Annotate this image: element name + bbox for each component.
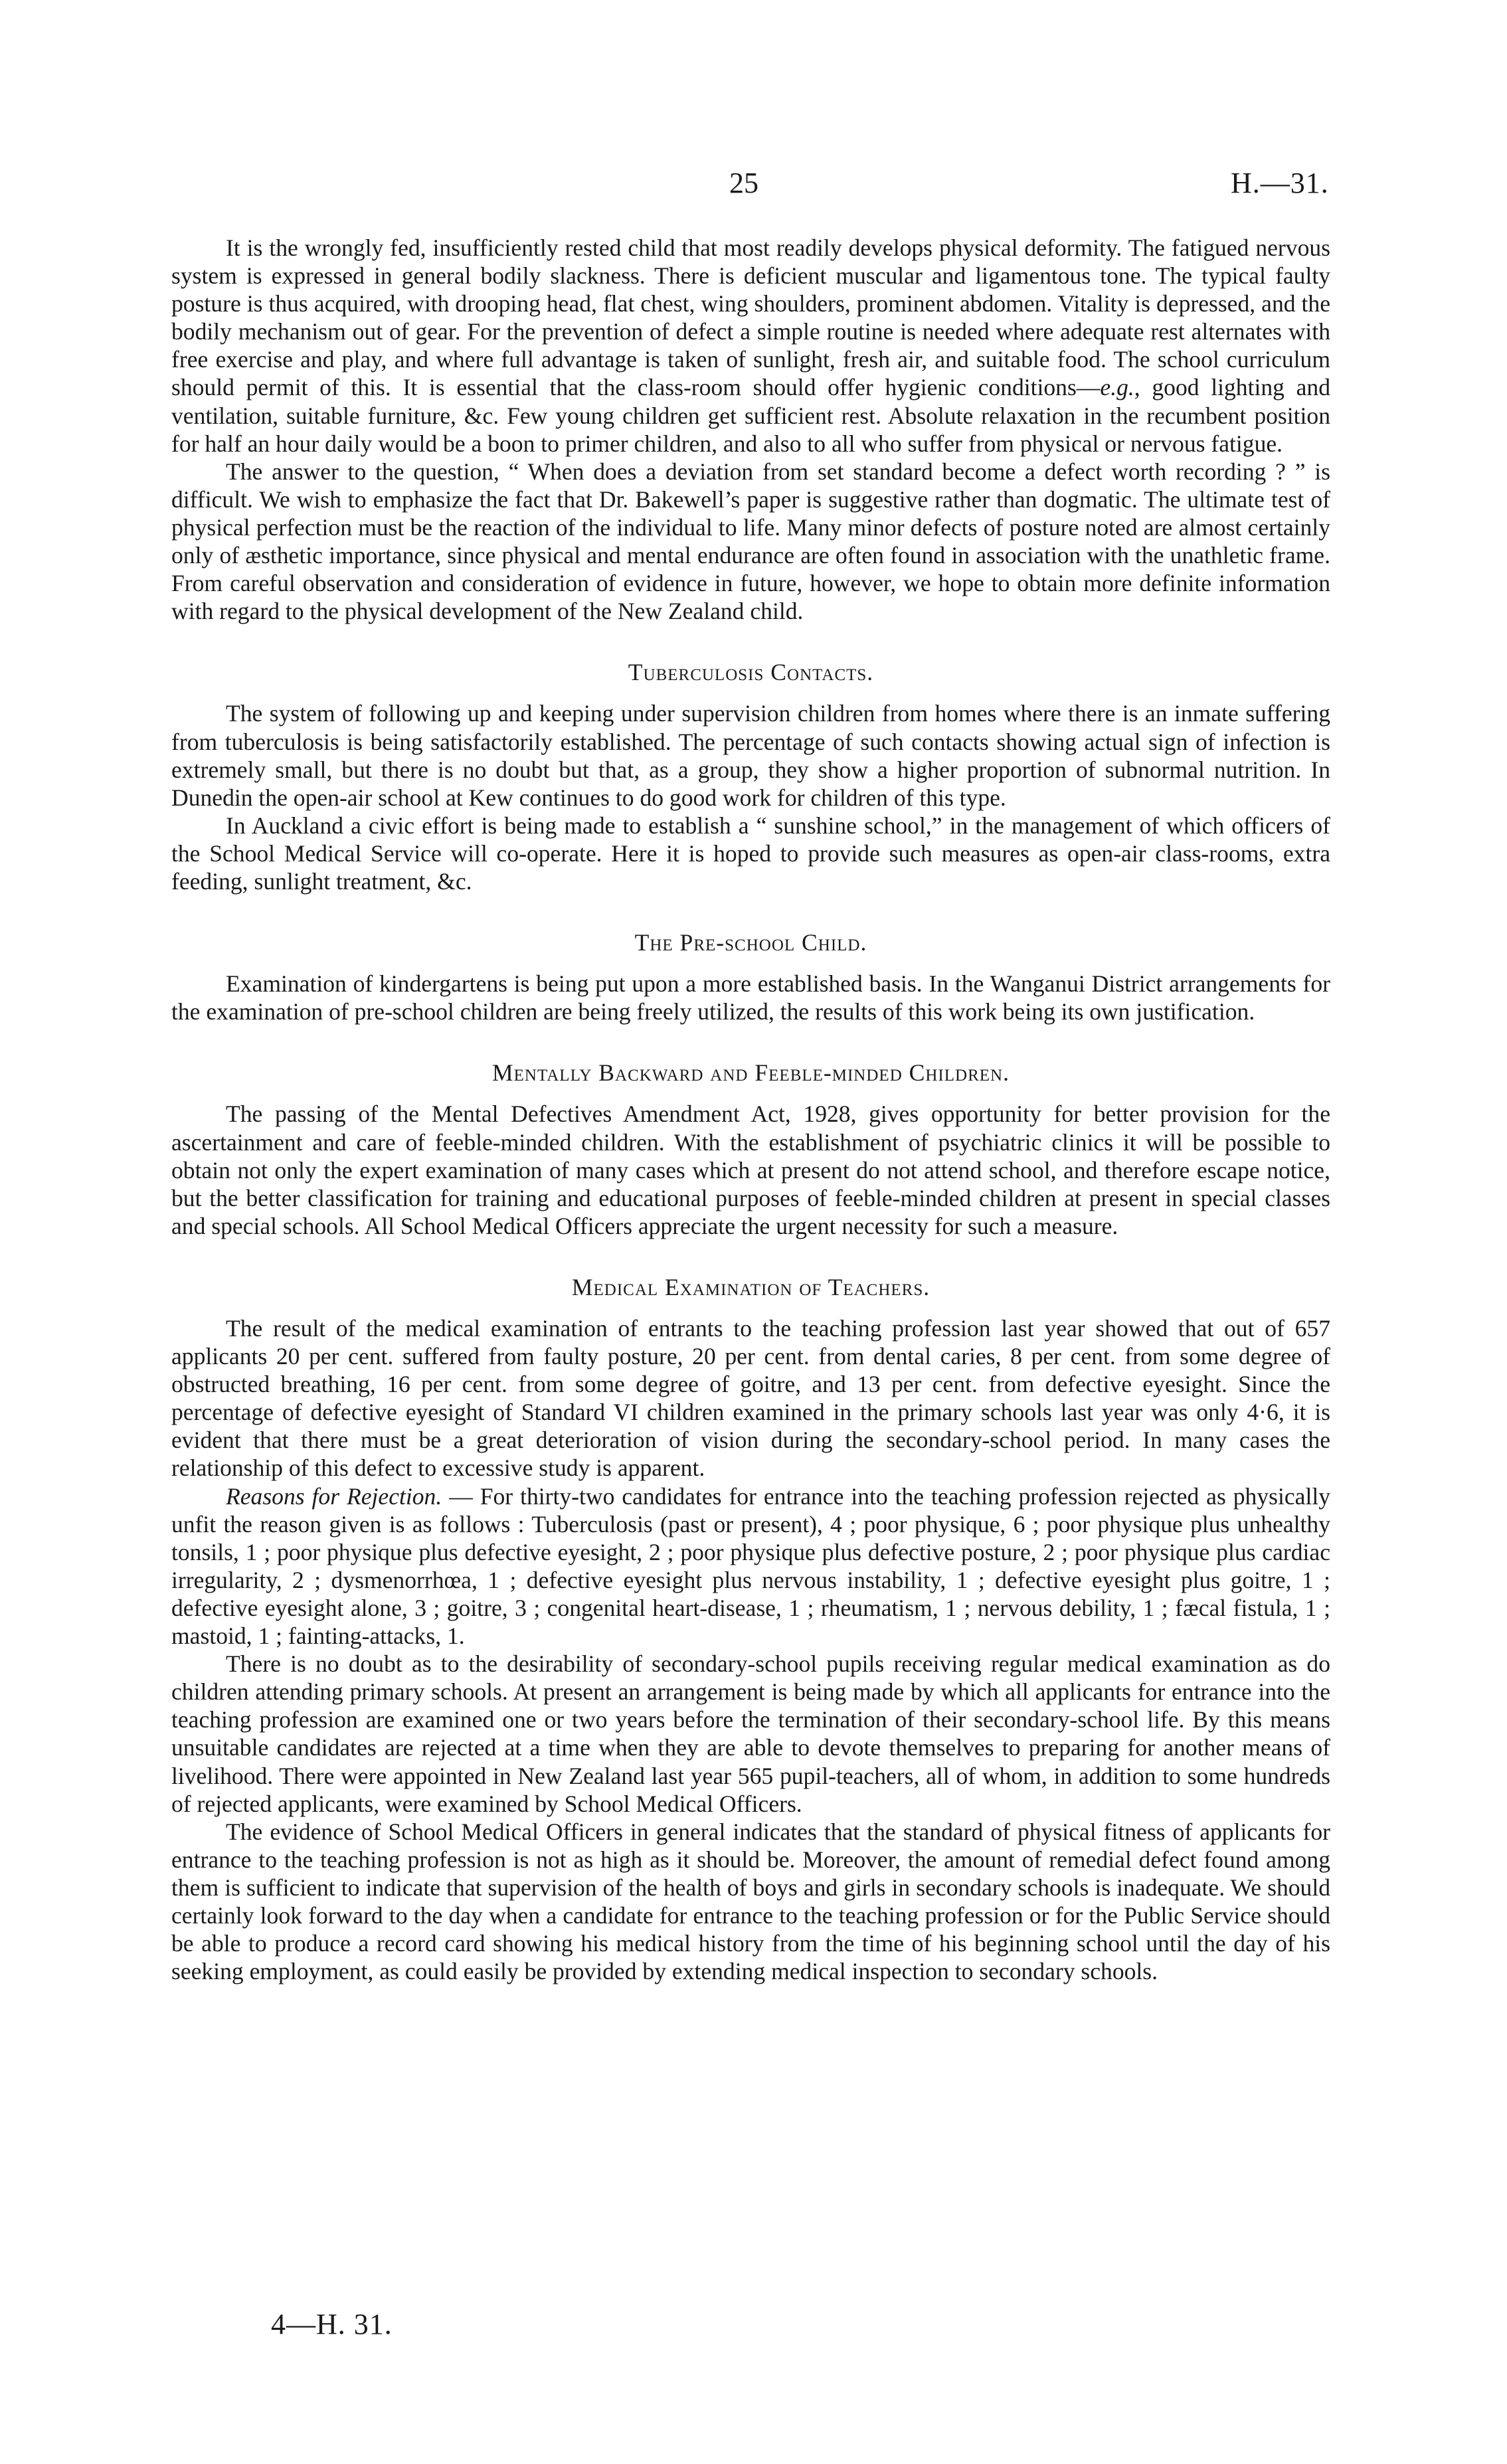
tuberculosis-paragraph-2: In Auckland a civic effort is being made to establish a “ sunshine school,” in the management of which officers of the School Medical Service will co-operate. Here it is hoped to provide such measures as open-air class-rooms, extra feeding, sunlight treatment, &c. bbox=[171, 812, 1330, 895]
section-heading-mentally-backward: Mentally Backward and Feeble-minded Children. bbox=[492, 1059, 1010, 1087]
report-body bbox=[171, 234, 1330, 1985]
intro-paragraph-1-eg: e.g. bbox=[1100, 374, 1134, 401]
section-heading-tuberculosis: Tuberculosis Contacts. bbox=[628, 659, 874, 686]
reasons-for-rejection-label: Reasons for Rejection. bbox=[226, 1482, 442, 1510]
intro-paragraph-2: The answer to the question, “ When does a deviation from set standard become a defect worth recording ? ” is difficult. We wish to emphasize the fact that Dr. Bakewell’s paper is suggestive rather than dogmatic. The ultimate test of physical perfection must be the reaction of the individual to life. Many minor defects of posture noted are almost certainly only of æsthetic importance, since physical and mental endurance are often found in association with the unathletic frame. From careful observation and consideration of evidence in future, however, we hope to obtain more definite information with regard to the physical development of the New Zealand child. bbox=[171, 458, 1330, 625]
section-heading-preschool: The Pre-school Child. bbox=[634, 929, 867, 956]
teachers-paragraph-3: There is no doubt as to the desirability of secondary-school pupils receiving regular medical examination as do children attending primary schools. At present an arrangement is being made by which all applicants for entrance into the teaching profession are examined one or two years before the termination of their secondary-school life. By this means unsuitable candidates are rejected at a time when they are able to devote themselves to preparing for another means of livelihood. There were appointed in New Zealand last year 565 pupil-teachers, all of whom, in addition to some hundreds of rejected applicants, were examined by School Medical Officers. bbox=[171, 1650, 1330, 1817]
section-heading-teachers: Medical Examination of Teachers. bbox=[571, 1273, 931, 1300]
page-header bbox=[0, 166, 1507, 213]
page-number: 25 bbox=[729, 167, 758, 199]
teachers-paragraph-4: The evidence of School Medical Officers in general indicates that the standard of physical fitness of applicants for entrance to the teaching profession is not as high as it should be. Moreover, the amount of remedial defect found among them is sufficient to indicate that supervision of the health of boys and girls in secondary schools is inadequate. We should certainly look forward to the day when a candidate for entrance to the teaching profession or for the Public Service should be able to produce a record card showing his medical history from the time of his beginning school until the day of his seeking employment, as could easily be provided by extending medical inspection to secondary schools. bbox=[171, 1818, 1330, 1985]
teachers-paragraph-1: The result of the medical examination of entrants to the teaching profession last year showed that out of 657 applicants 20 per cent. suffered from faulty posture, 20 per cent. from dental caries, 8 per cent. from some degree of obstructed breathing, 16 per cent. from some degree of goitre, and 13 per cent. from defective eyesight. Since the percentage of defective eyesight of Standard VI children examined in the primary schools last year was only 4·6, it is evident that there must be a great deterioration of vision during the secondary-school period. In many cases the relationship of this defect to excessive study is apparent. bbox=[171, 1315, 1330, 1482]
tuberculosis-paragraph-1: The system of following up and keeping under supervision children from homes where there is an inmate suffering from tuberculosis is being satisfactorily established. The percentage of such contacts showing actual sign of infection is extremely small, but there is no doubt but that, as a group, they show a higher proportion of subnormal nutrition. In Dunedin the open-air school at Kew continues to do good work for children of this type. bbox=[171, 700, 1330, 811]
intro-paragraph-1-text: It is the wrongly fed, insufficiently rested child that most readily develops physical deformity. The fatigued nervous system is expressed in general bodily slackness. There is deficient muscular and ligamentous tone. The typical faulty posture is thus acquired, with drooping head, flat chest, wing shoulders, prominent abdomen. Vitality is depressed, and the bodily mechanism out of gear. For the prevention of defect a simple routine is needed where adequate rest alternates with free exercise and play, and where full advantage is taken of sunlight, fresh air, and suitable food. The school curriculum should permit of this. It is essential that the class-room should offer hygienic conditions— bbox=[171, 234, 1330, 401]
teachers-paragraph-2 bbox=[171, 1482, 1330, 1650]
document-reference: H.—31. bbox=[1231, 167, 1329, 199]
preschool-paragraph-1: Examination of kindergartens is being put upon a more established basis. In the Wanganui District arrangements for the examination of pre-school children are being freely utilized, the results of this work being its own justification. bbox=[171, 970, 1330, 1025]
intro-paragraph-1 bbox=[171, 234, 1330, 458]
mentally-backward-paragraph-1: The passing of the Mental Defectives Amendment Act, 1928, gives opportunity for better provision for the ascertainment and care of feeble-minded children. With the establishment of psychiatric clinics it will be possible to obtain not only the expert examination of many cases which at present do not attend school, and therefore escape notice, but the better classification for training and educational purposes of feeble-minded children at present in special classes and special schools. All School Medical Officers appreciate the urgent necessity for such a measure. bbox=[171, 1100, 1330, 1239]
intro-paragraph-1-rest: , good lighting and ventilation, suitable furniture, &c. Few young children get sufficient rest. Absolute relaxation in the recumbent position for half an hour daily would be a boon to primer children, and also to all who suffer from physical or nervous fatigue. bbox=[171, 374, 1331, 457]
reasons-for-rejection-text: — For thirty-two candidates for entrance into the teaching profession rejected as physically unfit the reason given is as follows : Tuberculosis (past or present), 4 ; poor physique, 6 ; poor physique plus unhealthy tonsils, 1 ; poor physique plus defective eyesight, 2 ; poor physique plus defective posture, 2 ; poor physique plus cardiac irregularity, 2 ; dysmenorrhœa, 1 ; defective eyesight plus nervous instability, 1 ; defective eyesight plus goitre, 1 ; defective eyesight alone, 3 ; goitre, 3 ; congenital heart-disease, 1 ; rheumatism, 1 ; nervous debility, 1 ; fæcal fistula, 1 ; mastoid, 1 ; fainting-attacks, 1. bbox=[171, 1482, 1331, 1650]
signature-mark: 4—H. 31. bbox=[271, 2308, 393, 2340]
